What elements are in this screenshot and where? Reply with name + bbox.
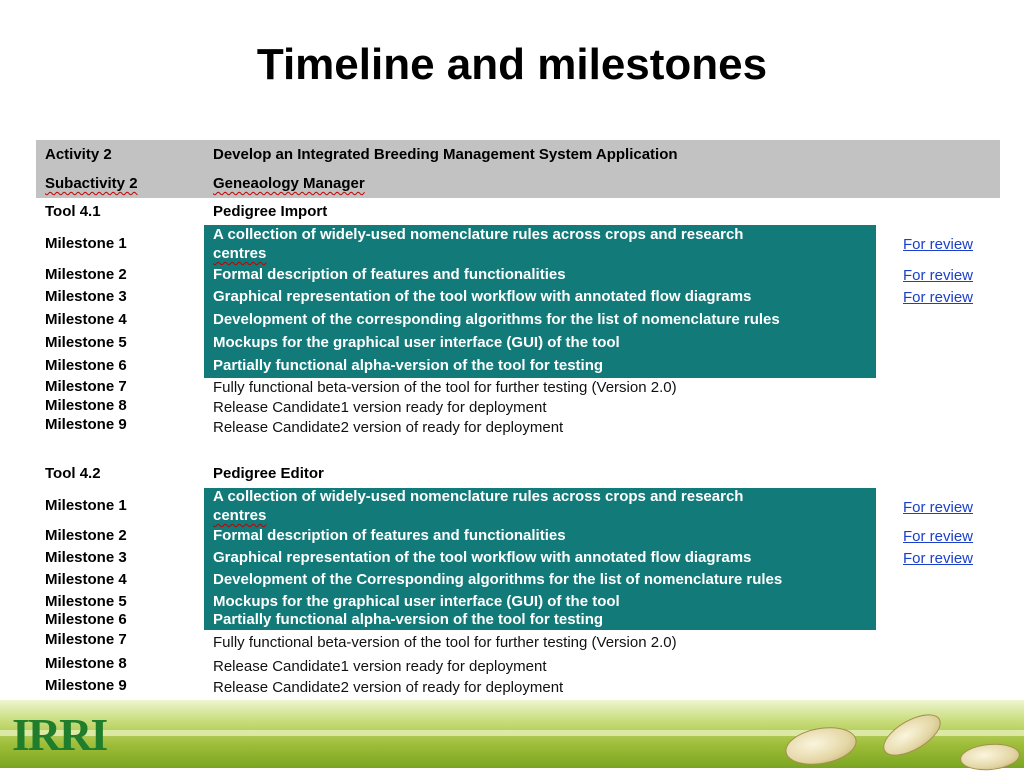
- milestone-label: Milestone 7: [45, 378, 127, 395]
- for-review-link[interactable]: For review: [903, 289, 974, 306]
- milestone-text: Release Candidate2 version of ready for deployment: [213, 679, 564, 696]
- milestone-label: Milestone 5: [45, 334, 127, 351]
- milestones-table: [36, 140, 1000, 718]
- activity-label: Activity 2: [45, 146, 112, 163]
- milestone-label: Milestone 8: [45, 397, 127, 414]
- milestone-text: Formal description of features and functionalities: [213, 527, 566, 544]
- milestone-label: Milestone 1: [45, 497, 127, 514]
- milestone-label: Milestone 3: [45, 549, 127, 566]
- subactivity-label-text: Subactivity 2: [45, 175, 138, 192]
- subactivity-value-text: Geneaology Manager: [213, 175, 365, 192]
- milestone-text: Release Candidate2 version of ready for deployment: [213, 419, 564, 436]
- milestone-text-cont-word: centres: [213, 245, 267, 262]
- milestone-text: Release Candidate1 version ready for deployment: [213, 658, 547, 675]
- milestone-text: Mockups for the graphical user interface (GUI) of the tool: [213, 593, 620, 610]
- milestone-label: Milestone 6: [45, 611, 127, 628]
- milestone-text: Fully functional beta-version of the tool for further testing (Version 2.0): [213, 634, 677, 651]
- milestone-label: Milestone 2: [45, 266, 127, 283]
- for-review-link[interactable]: For review: [903, 550, 974, 567]
- milestone-text: A collection of widely-used nomenclature rules across crops and research: [213, 488, 744, 505]
- milestone-text: A collection of widely-used nomenclature rules across crops and research: [213, 226, 744, 243]
- milestone-text: Partially functional alpha-version of the tool for testing: [213, 611, 604, 628]
- for-review-link[interactable]: For review: [903, 236, 974, 253]
- milestone-label: Milestone 1: [45, 235, 127, 252]
- milestone-text: Release Candidate1 version ready for deployment: [213, 399, 547, 416]
- tool-label: Tool 4.2: [45, 465, 101, 482]
- milestone-text: Fully functional beta-version of the tool for further testing (Version 2.0): [213, 379, 677, 396]
- milestone-text-cont: [213, 507, 266, 524]
- activity-value: Develop an Integrated Breeding Management System Application: [213, 146, 678, 163]
- milestone-label: Milestone 5: [45, 593, 127, 610]
- subactivity-value: [213, 175, 365, 192]
- milestone-label: Milestone 9: [45, 677, 127, 694]
- milestone-label: Milestone 3: [45, 288, 127, 305]
- milestone-text-cont-word: centres: [213, 507, 267, 524]
- irri-logo: IRRI: [12, 709, 107, 760]
- milestone-text: Partially functional alpha-version of the tool for testing: [213, 357, 604, 374]
- tool-label: Tool 4.1: [45, 203, 101, 220]
- milestone-label: Milestone 6: [45, 357, 127, 374]
- milestone-label: Milestone 2: [45, 527, 127, 544]
- milestone-text: Graphical representation of the tool workflow with annotated flow diagrams: [213, 549, 752, 566]
- for-review-link[interactable]: For review: [903, 267, 974, 284]
- milestone-text-cont: [213, 245, 266, 262]
- milestone-label: Milestone 8: [45, 655, 127, 672]
- milestone-label: Milestone 4: [45, 311, 127, 328]
- milestone-text: Development of the corresponding algorithms for the list of nomenclature rules: [213, 311, 780, 328]
- tool-name: Pedigree Editor: [213, 465, 324, 482]
- footer-stripe: [0, 730, 1024, 736]
- milestone-text: Graphical representation of the tool workflow with annotated flow diagrams: [213, 288, 752, 305]
- milestone-text: Mockups for the graphical user interface (GUI) of the tool: [213, 334, 620, 351]
- slide-title: Timeline and milestones: [256, 40, 768, 89]
- milestone-text: Formal description of features and functionalities: [213, 266, 566, 283]
- tool-name: Pedigree Import: [213, 203, 328, 220]
- milestone-text: Development of the Corresponding algorithms for the list of nomenclature rules: [213, 571, 783, 588]
- milestone-label: Milestone 9: [45, 416, 127, 433]
- milestone-label: Milestone 7: [45, 631, 127, 648]
- for-review-link[interactable]: For review: [903, 528, 974, 545]
- for-review-link[interactable]: For review: [903, 499, 974, 516]
- subactivity-label: [45, 175, 138, 192]
- footer-band: [0, 700, 1024, 768]
- milestone-label: Milestone 4: [45, 571, 127, 588]
